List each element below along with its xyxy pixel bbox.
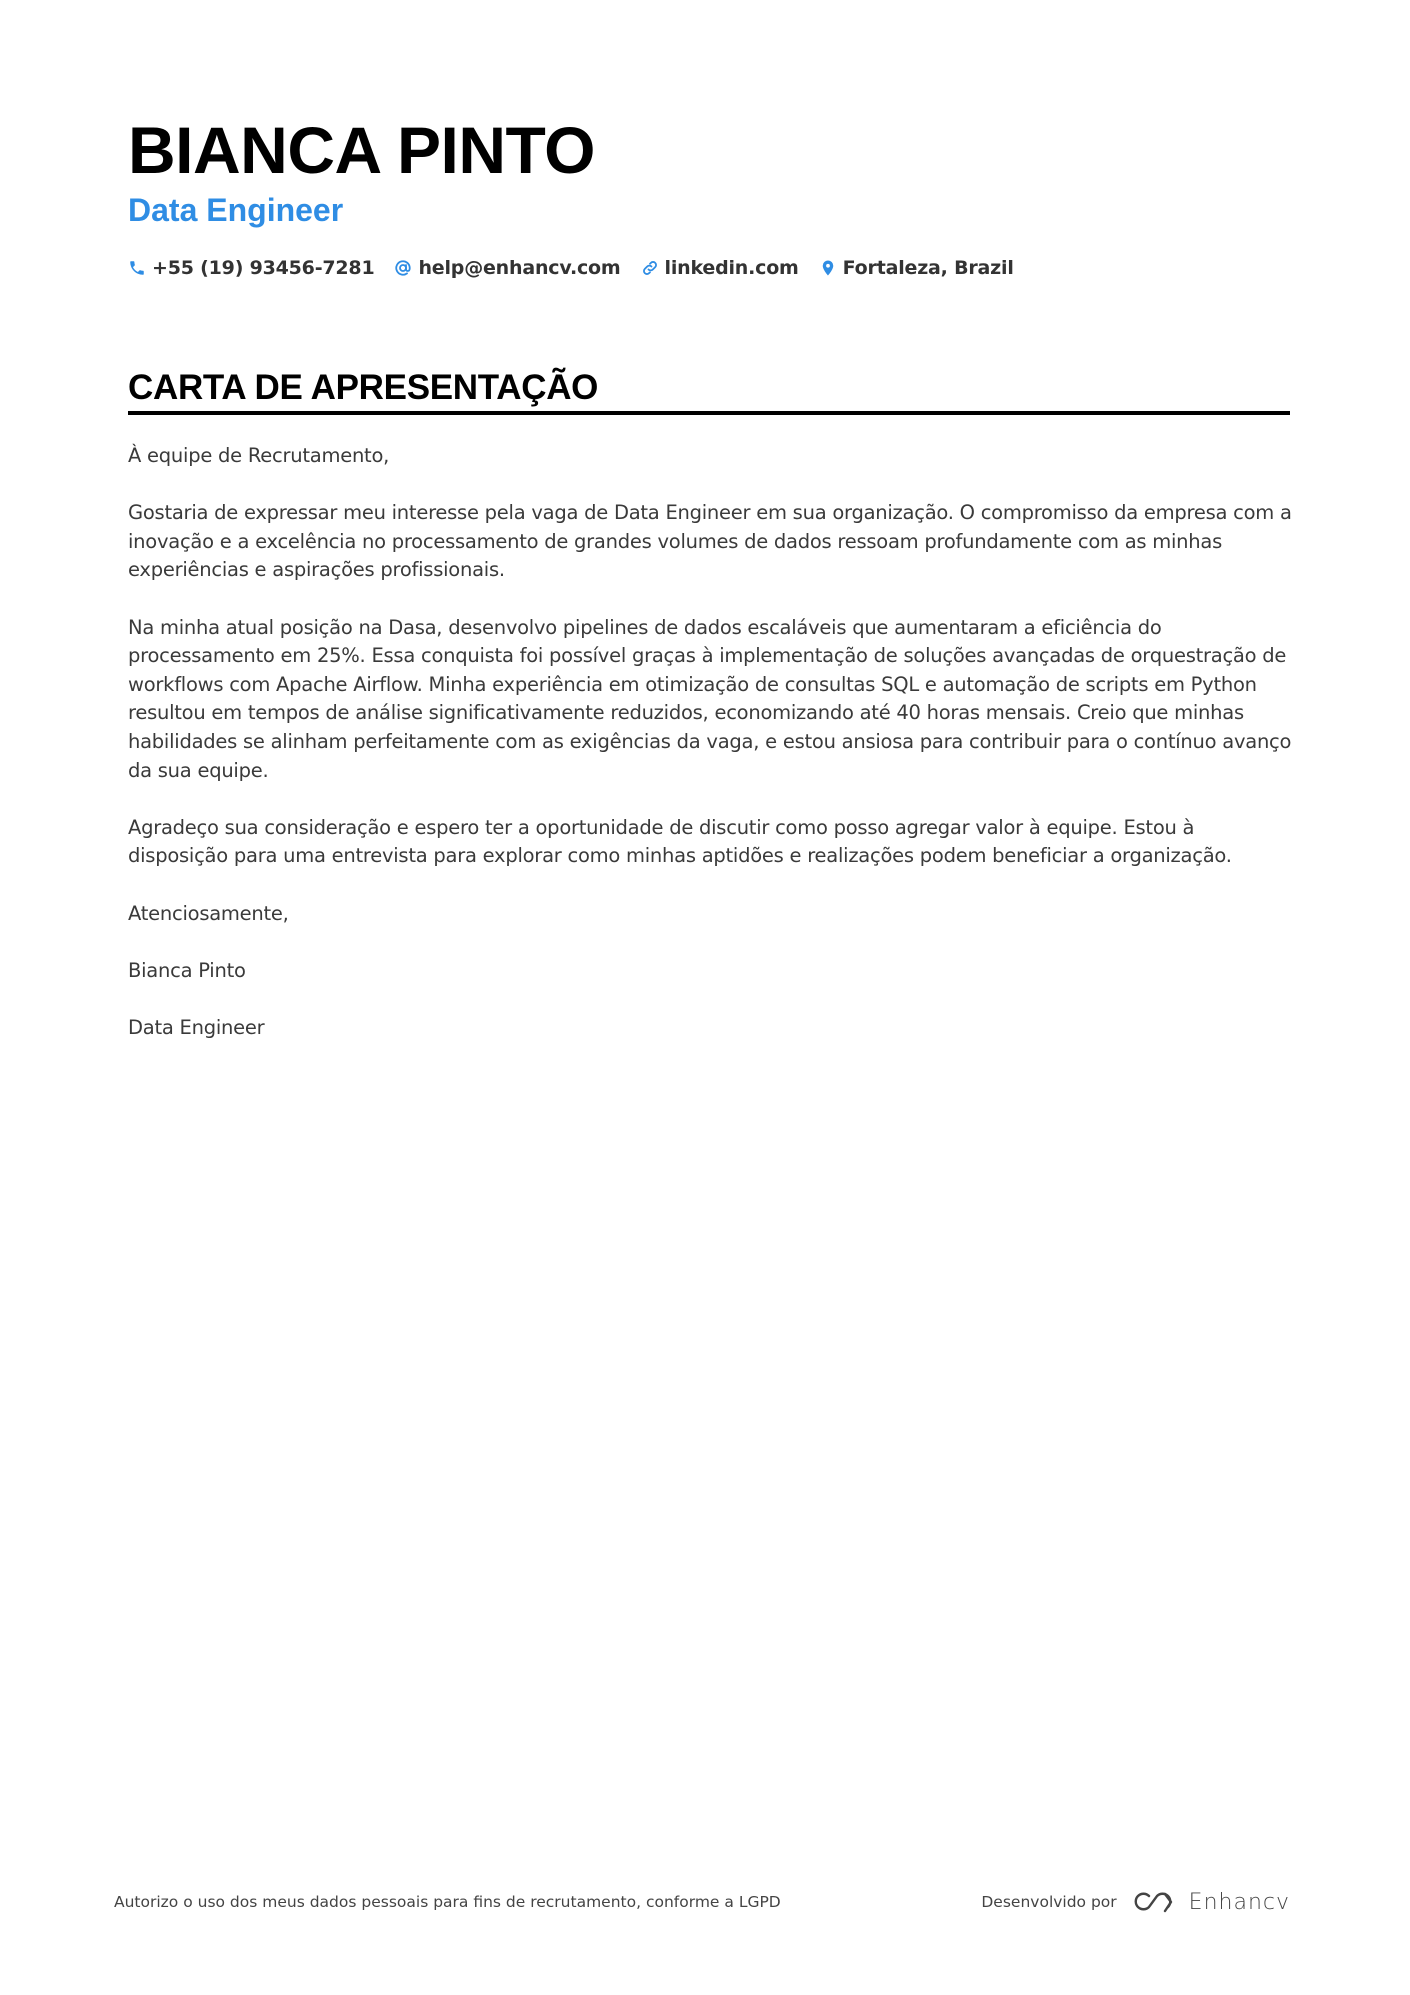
brand-name: Enhancv (1188, 1889, 1290, 1915)
letter-body (128, 442, 1293, 1071)
letter-closing: Atenciosamente, (128, 901, 289, 925)
contact-email-text: help@enhancv.com (418, 257, 621, 279)
contact-location-text: Fortaleza, Brazil (842, 257, 1014, 279)
section-divider (128, 411, 1290, 415)
letter-paragraph: Gostaria de expressar meu interesse pela vaga de Data Engineer em sua organização. O compromisso da empresa com a inovação e a excelência no processamento de grandes volumes de dados ressoam profundamente com as minhas experiências e aspirações profissionais. (128, 501, 1292, 582)
contact-email[interactable] (394, 257, 620, 279)
link-icon (641, 259, 659, 277)
contact-location (819, 257, 1014, 279)
signature-role: Data Engineer (128, 1015, 265, 1039)
candidate-name: BIANCA PINTO (128, 113, 596, 187)
powered-by[interactable] (981, 1888, 1290, 1916)
contact-linkedin[interactable] (641, 257, 799, 279)
candidate-role: Data Engineer (128, 192, 344, 228)
contact-linkedin-text: linkedin.com (664, 257, 799, 279)
powered-by-label: Desenvolvido por (981, 1893, 1117, 1911)
consent-note: Autorizo o uso dos meus dados pessoais para fins de recrutamento, conforme a LGPD (114, 1893, 781, 1911)
contact-phone (128, 257, 374, 279)
letter-paragraph: Agradeço sua consideração e espero ter a oportunidade de discutir como posso agregar valor à equipe. Estou à disposição para uma entrevista para explorar como minhas aptidões e realizações podem beneficiar a organização. (128, 815, 1232, 868)
at-icon (394, 259, 412, 277)
signature-name: Bianca Pinto (128, 958, 246, 982)
contact-bar (128, 253, 1034, 283)
letter-paragraph: Na minha atual posição na Dasa, desenvolvo pipelines de dados escaláveis que aumentaram a eficiência do processamento em 25%. Essa conquista foi possível graças à implementação de soluções avançadas de orquestração de workflows com Apache Airflow. Minha experiência em otimização de consultas SQL e automação de scripts em Python resultou em tempos de análise significativamente reduzidos, economizando até 40 horas mensais. Creio que minhas habilidades se alinham perfeitamente com as exigências da vaga, e estou ansiosa para contribuir para o contínuo avanço da sua equipe. (128, 615, 1292, 782)
phone-icon (128, 259, 146, 277)
location-pin-icon (819, 259, 837, 277)
enhancv-logo-icon (1129, 1888, 1177, 1916)
letter-greeting: À equipe de Recrutamento, (128, 444, 390, 467)
contact-phone-text: +55 (19) 93456-7281 (152, 257, 375, 279)
section-title: CARTA DE APRESENTAÇÃO (128, 368, 599, 407)
